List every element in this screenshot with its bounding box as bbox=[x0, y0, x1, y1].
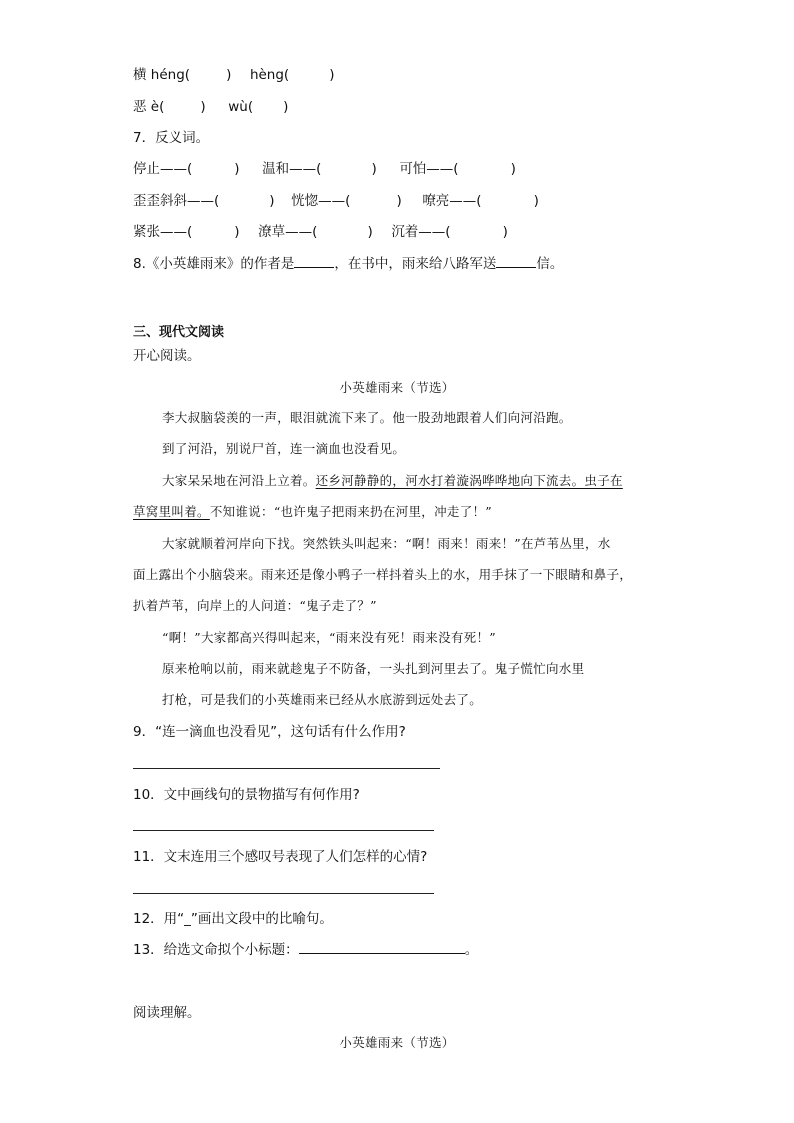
passage-p4-line2: 面上露出个小脑袋来。雨来还是像小鸭子一样抖着头上的水，用手抹了一下眼睛和鼻子， bbox=[133, 567, 633, 582]
q8 bbox=[133, 255, 563, 273]
passage-p6-line2: 打枪，可是我们的小英雄雨来已经从水底游到远处去了。 bbox=[162, 692, 483, 707]
pinyin-row-e bbox=[133, 98, 288, 116]
pinyin-e-2: wù( bbox=[228, 99, 254, 115]
antonym-prompt: 停止——( bbox=[133, 161, 193, 177]
question-10: 10．文中画线句的景物描写有何作用? bbox=[133, 787, 360, 803]
passage-text: 大家呆呆地在河沿上立着。 bbox=[162, 473, 316, 488]
underlined-scenery: 还乡河静静的，河水打着漩涡哗哗地向下流去。虫子在 bbox=[315, 473, 623, 488]
q8-text-1: 8.《小英雄雨来》的作者是 bbox=[133, 256, 295, 272]
fill-blank-letter[interactable] bbox=[496, 255, 536, 268]
section-3-heading: 三、现代文阅读 bbox=[133, 325, 225, 340]
paren-close: ) bbox=[234, 161, 240, 177]
passage-p5: “啊！”大家都高兴得叫起来，“雨来没有死！雨来没有死！” bbox=[162, 630, 496, 645]
q7-row-3 bbox=[133, 223, 508, 241]
paren-close: ) bbox=[367, 224, 373, 240]
passage-text: 不知谁说：“也许鬼子把雨来扔在河里，冲走了！” bbox=[209, 504, 492, 519]
paren-close: ) bbox=[283, 99, 289, 115]
q7-row-1 bbox=[133, 160, 516, 178]
underlined-scenery: 草窝里叫着。 bbox=[133, 504, 210, 519]
paren-close: ) bbox=[533, 193, 539, 209]
antonym-prompt: 恍惚——( bbox=[291, 193, 351, 209]
passage-p3-line1 bbox=[162, 472, 623, 490]
answer-line-q11[interactable] bbox=[133, 893, 434, 894]
paren-close: ) bbox=[371, 161, 377, 177]
pinyin-heng-1: héng( bbox=[150, 67, 191, 83]
section-4-intro: 阅读理解。 bbox=[133, 1005, 201, 1021]
question-11: 11．文末连用三个感叹号表现了人们怎样的心情? bbox=[133, 849, 428, 865]
passage-p4-line3: 扒着芦苇，向岸上的人问道：“鬼子走了？” bbox=[133, 598, 377, 613]
paren-close: ) bbox=[510, 161, 516, 177]
paren-close: ) bbox=[200, 99, 206, 115]
antonym-prompt: 歪歪斜斜——( bbox=[133, 193, 220, 209]
paren-close: ) bbox=[226, 67, 232, 83]
passage-p4-line1: 大家就顺着河岸向下找。突然铁头叫起来：“啊！雨来！雨来！”在芦苇丛里，水 bbox=[162, 536, 611, 551]
q13-end: 。 bbox=[464, 942, 479, 958]
passage-title-2: 小英雄雨来（节选） bbox=[339, 1035, 455, 1050]
antonym-prompt: 可怕——( bbox=[399, 161, 459, 177]
passage-p2: 到了河沿，别说尸首，连一滴血也没看见。 bbox=[162, 441, 406, 456]
passage-title: 小英雄雨来（节选） bbox=[339, 380, 455, 395]
antonym-prompt: 温和——( bbox=[262, 161, 322, 177]
paren-close: ) bbox=[502, 224, 508, 240]
paren-close: ) bbox=[396, 193, 402, 209]
pinyin-e-1: è( bbox=[150, 99, 165, 115]
antonym-prompt: 嘹亮——( bbox=[422, 193, 482, 209]
paren-close: ) bbox=[234, 224, 240, 240]
char-e: 恶 bbox=[133, 99, 147, 115]
answer-line-q9[interactable] bbox=[133, 768, 440, 769]
q8-text-3: 信。 bbox=[536, 256, 564, 272]
pinyin-row-heng bbox=[133, 66, 334, 84]
passage-p3-line2 bbox=[133, 503, 492, 521]
char-heng: 横 bbox=[133, 67, 147, 83]
fill-blank-author[interactable] bbox=[294, 255, 334, 268]
paren-close: ) bbox=[269, 193, 275, 209]
q13-text: 13．给选文命拟个小标题： bbox=[133, 942, 299, 958]
paren-close: ) bbox=[329, 67, 335, 83]
question-12: 12．用“_”画出文段中的比喻句。 bbox=[133, 911, 333, 927]
passage-p1: 李大叔脑袋羡的一声，眼泪就流下来了。他一股劲地跟着人们向河沿跑。 bbox=[162, 410, 572, 425]
q7-row-2 bbox=[133, 192, 539, 210]
passage-p6-line1: 原来枪响以前，雨来就趁鬼子不防备，一头扎到河里去了。鬼子慌忙向水里 bbox=[162, 661, 585, 676]
question-9: 9．“连一滴血也没看见”，这句话有什么作用? bbox=[133, 724, 406, 740]
fill-blank-title[interactable] bbox=[299, 941, 465, 954]
antonym-prompt: 紧张——( bbox=[133, 224, 193, 240]
antonym-prompt: 潦草——( bbox=[258, 224, 318, 240]
q8-text-2: ，在书中，雨来给八路军送 bbox=[334, 256, 497, 272]
q7-title: 7．反义词。 bbox=[133, 130, 210, 146]
section-3-intro: 开心阅读。 bbox=[133, 348, 201, 364]
pinyin-heng-2: hèng( bbox=[249, 67, 290, 83]
question-13 bbox=[133, 941, 478, 959]
answer-line-q10[interactable] bbox=[133, 830, 434, 831]
antonym-prompt: 沉着——( bbox=[391, 224, 451, 240]
